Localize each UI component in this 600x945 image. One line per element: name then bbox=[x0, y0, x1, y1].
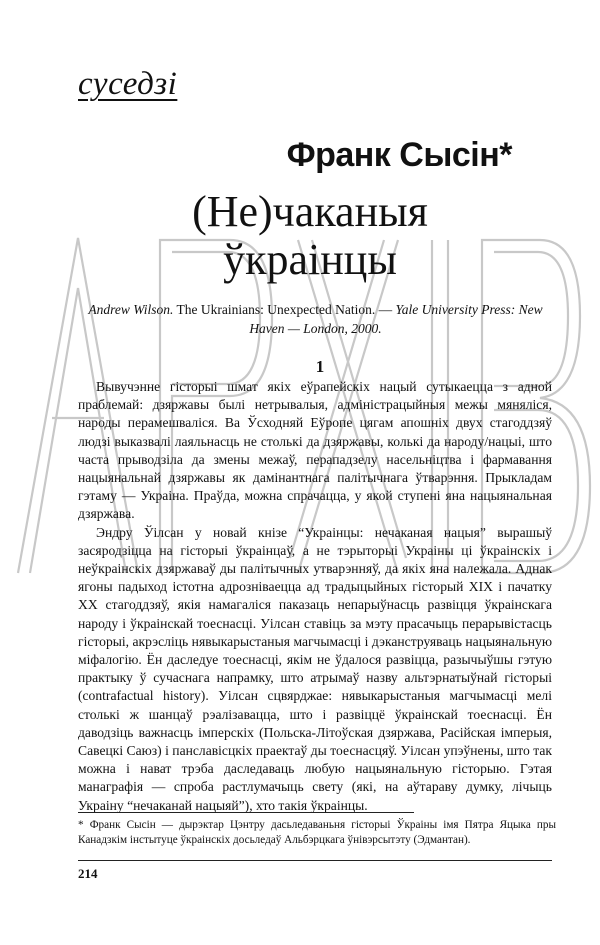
paragraph: Эндру Ўілсан у новай кнізе “Украінцы: нечаканая нацыя” вырашыў засяродзіцца на гісторыі ўкраінцаў, а не тэрыторыі Украіны ці ўкраінскіх і неўкраінскіх дзяржаваў ды палітычных утварэнняў, да якіх яна належала. Аднак ягоны падыход істотна адрозніваецца ад традыцыйных гісторый XIX і пачатку XX стагоддзяў, якія намагаліся паказаць непарыўнасць развіцця ўкраінскага народу і ўкраінскай тоеснасці. Уілсан ставіць за мэту прасачыць перарывістасць гісторыі, акрэсліць нявыкарыстаныя магчымасці і дэканструяваць нацыянальную міфалогію. Ён даследуе тоеснасці, якім не ўдалося развіцца, разычыўшы гэтую практыку ў сучаснага напрамку, што атрымаў назву альтэрнатыўнай гісторыі (contrafactual history). Уілсан сцвярджае: нявыкарыстаныя магчымасці мелі столькі ж шанцаў рэалізавацца, што і развіццё ўкраінскай тоеснасці. Ён даводзіць важнасць імперскіх (Польска-Літоўская дзяржава, Расійская імперыя, Савецкі Саюз) і панславісцкіх праектаў ды тоеснасцяў. Уілсан упэўнены, што так можна і нават трэба даследаваць любую нацыянальную гісторыю. Гэтая манаграфія — спроба растлумачыць свету (які, на аўтараву думку, лічыць Украіну “нечаканай нацыяй”), хто такія ўкраінцы. bbox=[78, 524, 552, 813]
page-divider bbox=[78, 860, 552, 861]
section-number: 1 bbox=[315, 357, 325, 376]
article-title bbox=[140, 188, 480, 284]
paragraph: Вывучэнне гісторыі шмат якіх еўрапейскіх нацый сутыкаецца з адной праблемай: дзяржавы былі нетрывалыя, адміністрацыйныя межы мяняліся, народы перамешваліся. Ва Ўсходняй Еўропе цягам апошніх двух стагоддзяў людзі выказвалі лаяльнасць не столькі да дзяржавы, колькі да народу/нацыі, што часта прыводзіла да змены межаў, перападзелу насельніцтва і фармавання нацыянальнай дзяржавы як дамінантнага палітычнага ўтварэння. Прыкладам гэтаму — Украіна. Праўда, можна спрачацца, у якой ступені яна нацыянальная дзяржава. bbox=[78, 379, 552, 522]
section-label: суседзі bbox=[78, 66, 178, 102]
article-author: Франк Сысін* bbox=[286, 136, 512, 174]
page-number: 214 bbox=[78, 866, 98, 881]
book-citation bbox=[88, 300, 543, 338]
citation-work: The Ukrainians: Unexpected Nation. — bbox=[173, 302, 396, 317]
citation-author: Andrew Wilson. bbox=[88, 302, 174, 317]
footnote: * Франк Сысін — дырэктар Цэнтру дасьледаваньня гісторыі Ўкраіны імя Пятра Яцыка пры Канадзкім інстытуце ўкраінскіх досьледаў Альбэрцкага ўнівэрсытэту (Эдмантан). bbox=[78, 819, 556, 846]
citation-publisher: Yale University Press: New Haven — London, 2000. bbox=[249, 302, 543, 336]
title-line-2: ўкраінцы bbox=[223, 235, 397, 284]
article-body bbox=[78, 378, 552, 815]
footnote-divider bbox=[78, 812, 414, 813]
title-line-1: (Не)чаканыя bbox=[192, 187, 428, 236]
